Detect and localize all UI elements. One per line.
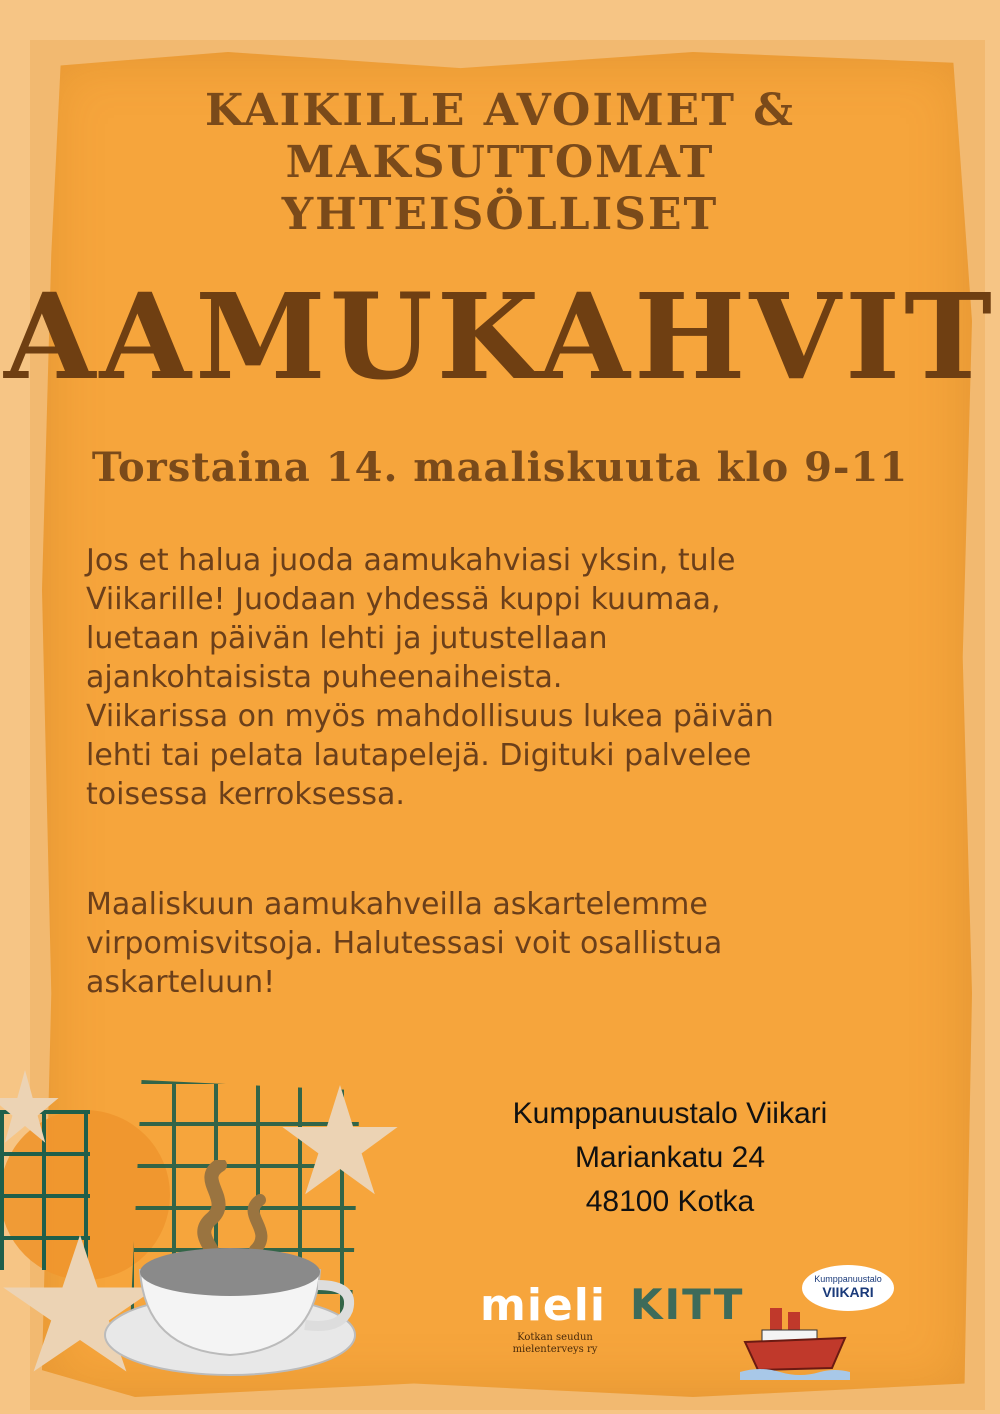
paragraph-1-line: ajankohtaisista puheenaiheista. [86,660,563,695]
mieli-sub-line-1: Kotkan seudun [517,1332,593,1343]
headline-line-3: YHTEISÖLLISET [281,189,719,240]
postal-city: 48100 Kotka [585,1185,755,1218]
paragraph-2-line: askarteluun! [86,965,276,1000]
paragraph-2-line: virpomisvitsoja. Halutessasi voit osallistua [86,926,723,961]
event-date: Torstaina 14. maaliskuuta klo 9-11 [91,444,909,491]
viikari-logo-small: Kumppanuustalo [814,1274,882,1284]
kitt-logo: KITT [630,1280,745,1329]
paragraph-2-line: Maaliskuun aamukahveilla askartelemme [86,887,708,922]
headline-line-2: MAKSUTTOMAT [285,137,715,188]
mieli-logo-subtitle [500,1332,610,1356]
address-block [440,1092,900,1224]
venue-name: Kumppanuustalo Viikari [512,1097,828,1130]
sponsor-logos [470,1270,890,1380]
paragraph-1-line: toisessa kerroksessa. [86,777,405,812]
street-address: Mariankatu 24 [574,1141,766,1174]
paragraph-1-line: Jos et halua juoda aamukahviasi yksin, tule [86,543,736,578]
viikari-logo [802,1265,894,1311]
headline [0,85,1000,241]
description-paragraph-1 [86,541,926,814]
paragraph-1-line: Viikarille! Juodaan yhdessä kuppi kuumaa, [86,582,721,617]
paragraph-1-line: lehti tai pelata lautapelejä. Digituki palvelee [86,738,752,773]
mieli-sub-line-2: mielenterveys ry [512,1344,598,1355]
paragraph-1-line: Viikarissa on myös mahdollisuus lukea päivän [86,699,774,734]
paragraph-1-line: luetaan päivän lehti ja jutustellaan [86,621,608,656]
coffee-cup-icon [100,1160,360,1380]
viikari-logo-big: VIIKARI [822,1284,874,1300]
description-paragraph-2 [86,885,926,1002]
poster-title: AAMUKAHVIT [3,267,996,406]
headline-line-1: KAIKILLE AVOIMET & [205,85,795,136]
mieli-logo: mieli [480,1280,606,1331]
